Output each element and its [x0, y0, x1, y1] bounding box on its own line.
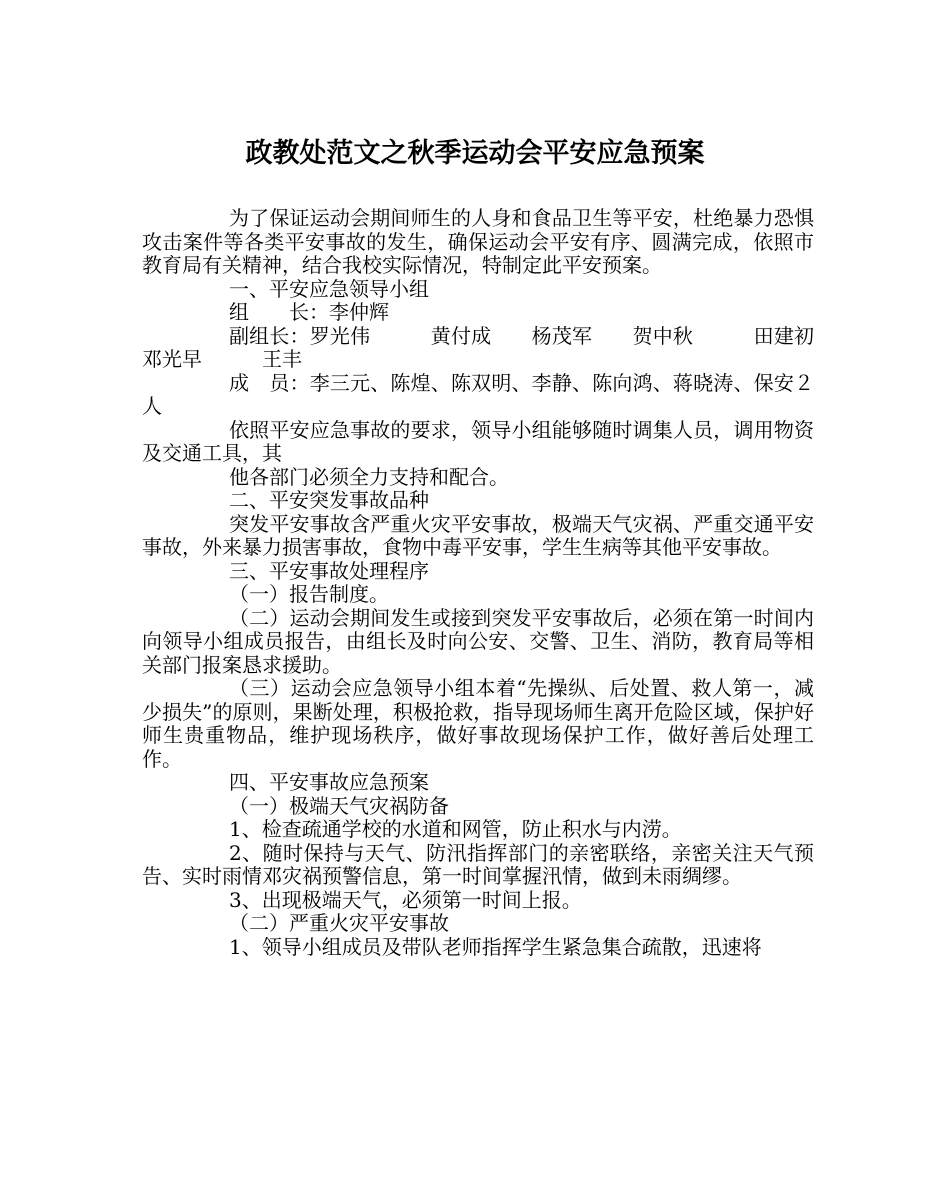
heading-section-2: 二、平安突发事故品种 [229, 488, 429, 512]
paragraph-fire-item-1: 1、领导小组成员及带队老师指挥学生紧急集合疏散，迅速将 [229, 934, 762, 959]
document-title: 政教处范文之秋季运动会平安应急预案 [245, 138, 705, 169]
heading-section-1: 一、平安应急领导小组 [229, 276, 429, 301]
paragraph-weather-item-1: 1、检查疏通学校的水道和网管，防止积水与内涝。 [229, 817, 682, 841]
heading-weather-prevention: （一）极端天气灾祸防备 [229, 793, 449, 818]
paragraph-weather-item-3: 3、出现极端天气，必须第一时间上报。 [229, 887, 582, 912]
document-body [142, 206, 874, 959]
paragraph-handling-principle: （三）运动会应急领导小组本着“先操纵、后处置、救人第一，减少损失”的原则，果断处理，积极抢救，指导现场师生离开危险区域，保护好师生贵重物品，维护现场秩序，做好事故现场保护工作，做好善后处理工作。 [142, 676, 814, 771]
heading-section-4: 四、平安事故应急预案 [229, 770, 429, 794]
paragraph-group-leader: 组 长：李仲辉 [229, 300, 389, 324]
paragraph-leadership-duty: 依照平安应急事故的要求，领导小组能够随时调集人员，调用物资及交通工具，其 [142, 417, 814, 465]
paragraph-deputy-leaders: 副组长：罗光伟 黄付成 杨茂军 贺中秋 田建初 邓光早 王丰 [142, 323, 874, 371]
paragraph-members: 成 员：李三元、陈煌、陈双明、李静、陈向鸿、蒋晓涛、保安２人 [142, 370, 814, 418]
paragraph-incident-types: 突发平安事故含严重火灾平安事故，极端天气灾祸、严重交通平安事故，外来暴力损害事故，食物中毒平安事，学生生病等其他平安事故。 [142, 511, 814, 559]
paragraph-weather-item-2: 2、随时保持与天气、防汛指挥部门的亲密联络，亲密关注天气预告、实时雨情邓灾祸预警信息，第一时间掌握汛情，做到未雨绸缪。 [142, 840, 814, 888]
paragraph-report-system: （一）报告制度。 [229, 582, 389, 606]
heading-section-3: 三、平安事故处理程序 [229, 558, 429, 583]
paragraph-report-procedure: （二）运动会期间发生或接到突发平安事故后，必须在第一时间内向领导小组成员报告，由组长及时向公安、交警、卫生、消防，教育局等相关部门报案恳求援助。 [142, 605, 814, 677]
heading-fire-incident: （二）严重火灾平安事故 [229, 911, 449, 935]
paragraph-department-support: 他各部门必须全力支持和配合。 [229, 464, 509, 489]
paragraph-intro: 为了保证运动会期间师生的人身和食品卫生等平安，杜绝暴力恐惧攻击案件等各类平安事故的发生，确保运动会平安有序、圆满完成，依照市教育局有关精神，结合我校实际情况，特制定此平安预案。 [142, 206, 814, 277]
